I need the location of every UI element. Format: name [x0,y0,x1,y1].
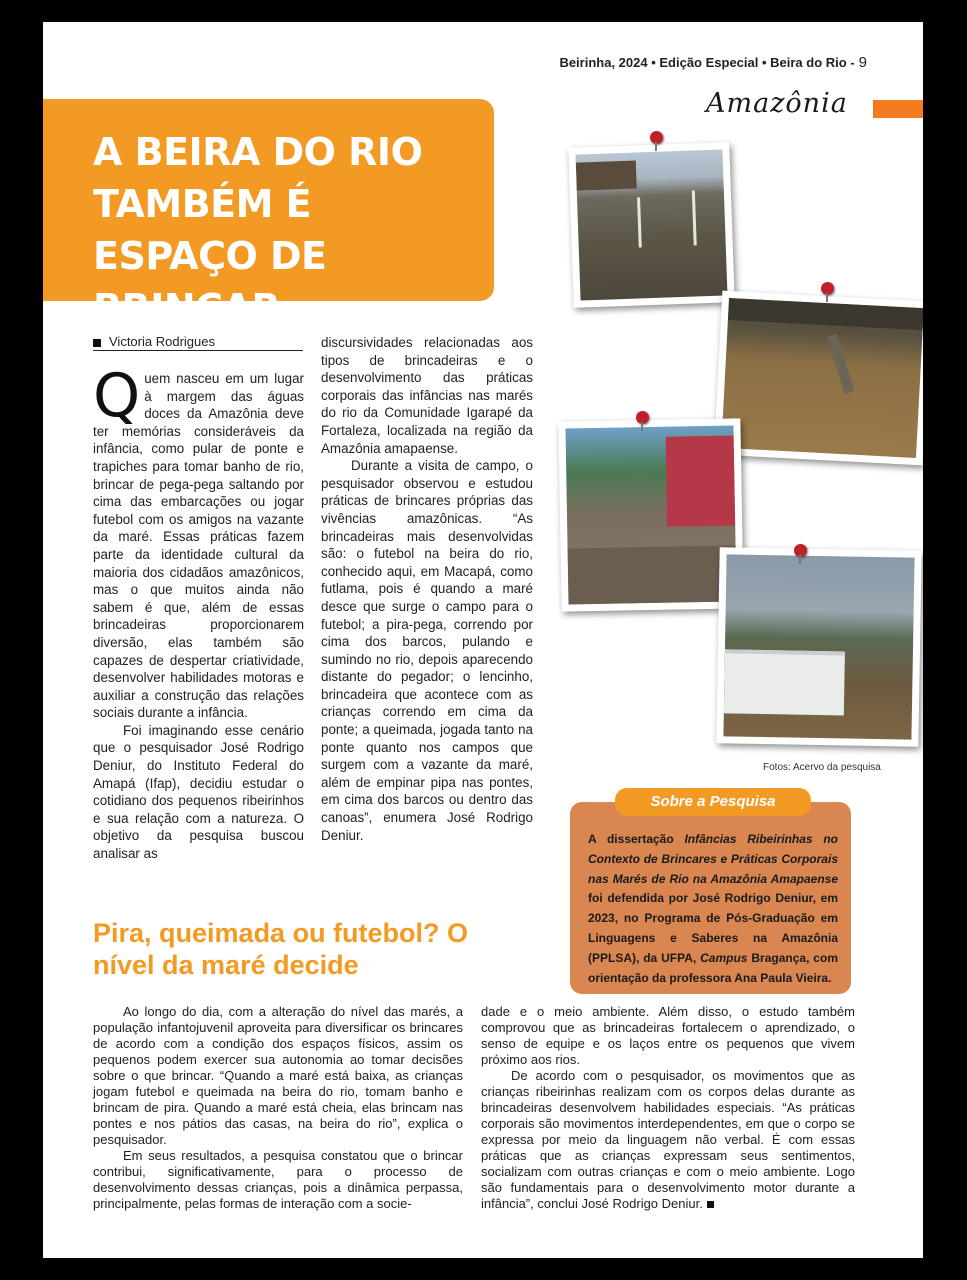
paragraph: uem nasceu em um lugar à margem das águas doces da Amazônia deve ter memórias consideráveis da infância, como pular de ponte e trapiches para tomar banho de rio, brincar de pega-pega saltando por cima das embarcações ou jogar futebol com os amigos na vazante da maré. Essas práticas fazem parte da identidade cultural da maioria dos cidadãos amazônicos, mas o que muitos ainda não sabem é que, além de essas brincadeiras proporcionarem diversão, elas também são capazes de despertar criatividade, desenvolver habilidades motoras e auxiliar a construção das relações sociais durante a infância. [93,371,304,721]
dissertation-title: Infâncias Ribeirinhas no Contexto de Brincares e Práticas Corporais nas Marés de Rio na Amazônia Amapaense [588,832,838,886]
end-mark-icon [707,1201,714,1208]
paragraph: Durante a visita de campo, o pesquisador observou e estudou práticas de brincares próprias das vivências amazônicas. “As brincadeiras mais desenvolvidas são: o futebol na beira do rio, conhecido aqui, em Macapá, como futlama, pois é quando a maré desce que surge o campo para o futebol; a pira-pega, correndo por cima dos barcos, pulando e sumindo no rio, depois aparecendo distante do pegador; o lencinho, brincadeira que acontece com as crianças correndo em cima da ponte; a queimada, jogada tanto na ponte quanto nos campos que surgem com a vazante da maré, além de empinar pipa nas pontes, em cima dos barcos ou dentro das canoas”, enumera José Rodrigo Deniur. [321,458,533,843]
photo-football-mud [568,142,734,308]
photo-credit: Fotos: Acervo da pesquisa [763,762,881,773]
section-bar [873,100,923,118]
byline-square-icon [93,339,101,347]
photo-river-swimming [714,291,923,466]
photo-image [575,149,727,300]
drop-cap: Q [93,361,141,431]
campus-word: Campus [700,950,748,965]
paragraph: Em seus resultados, a pesquisa constatou que o brincar contribui, significativamente, para o processo de desenvolvimento dessas crianças, pois a dinâmica perpassa, principalmente, pelas formas de interação com a socie- [93,1148,463,1211]
sidebar-title: Sobre a Pesquisa [615,788,811,816]
author-name: Victoria Rodrigues [109,334,215,349]
running-header-text: Beirinha, 2024 • Edição Especial • Beira do Rio - [559,55,855,70]
column-2 [321,334,533,844]
paragraph: discursividades relacionadas aos tipos de brincadeiras e o desenvolvimento das práticas corporais das infâncias nas marés do rio da Comunidade Igarapé da Fortaleza, localizada na região da Amazônia amapaense. [321,335,533,456]
photo-image [723,554,914,739]
paragraph: dade e o meio ambiente. Além disso, o estudo também comprovou que as brincadeiras fortalecem o aprendizado, o senso de equipe e os laços entre os pequenos que vivem próximo aos rios. [481,1004,855,1067]
pin-icon [821,282,834,295]
magazine-page [43,22,923,1258]
page-number: 9 [858,54,867,71]
paragraph: Ao longo do dia, com a alteração do nível das marés, a população infantojuvenil aproveita para diversificar os brincares de acordo com a condição dos espaços físicos, assim os pequenos podem exercer sua autonomia ao tomar decisões sobre o que brincar. “Quando a maré está baixa, as crianças jogam futebol e queimada na beira do rio, tomam banho e brincam de pira. Quando a maré está cheia, elas brincam nas pontes e nos pátios das casas, na beira do rio”, explica o pesquisador. [93,1004,463,1147]
paragraph [481,1068,855,1212]
sidebar-tail: Bragança, com orientação da professora Ana Paula Vieira. [588,950,838,985]
photo-children-bridge [558,418,743,611]
column-1 [93,361,304,863]
sidebar-middle: foi defendida por José Rodrigo Deniur, em 2023, no Programa de Pós-Graduação em Linguagens e Saberes na Amazônia (PPLSA), da UFPA, [588,891,838,965]
sidebar-text [588,830,838,988]
paragraph: Foi imaginando esse cenário que o pesquisador José Rodrigo Deniur, do Instituto Federal do Amapá (Ifap), decidiu estudar o cotidiano dos pequenos ribeirinhos e sua relação com a natureza. O objetivo da pesquisa buscou analisar as [93,722,304,862]
subheading: Pira, queimada ou futebol? O nível da maré decide [93,918,469,980]
photo-image [721,298,923,458]
sidebar-lead: A dissertação [588,832,674,846]
photo-boat [716,547,921,746]
paragraph-text: De acordo com o pesquisador, os movimentos que as crianças ribeirinhas realizam com os corpos delas durante as brincadeiras desenvolvem habilidades especiais. “As práticas corporais são movimentos interdependentes, em que o corpo se expressa por meio da linguagem não verbal. É com essas práticas que as crianças expressam seus sentimentos, socializam com outras crianças e com o meio ambiente. Logo são fundamentais para o desenvolvimento motor durante a infância”, conclui José Rodrigo Deniur. [481,1068,855,1211]
running-header [559,54,867,71]
pin-icon [636,411,649,424]
byline [93,334,303,351]
bottom-column-left [93,1004,463,1212]
article-title: A BEIRA DO RIO TAMBÉM É ESPAÇO DE BRINCAR [93,130,423,330]
pin-icon [650,131,663,144]
pin-icon [794,544,807,557]
section-label: Amazônia [706,88,848,119]
bottom-column-right [481,1004,855,1212]
photo-image [565,426,736,605]
